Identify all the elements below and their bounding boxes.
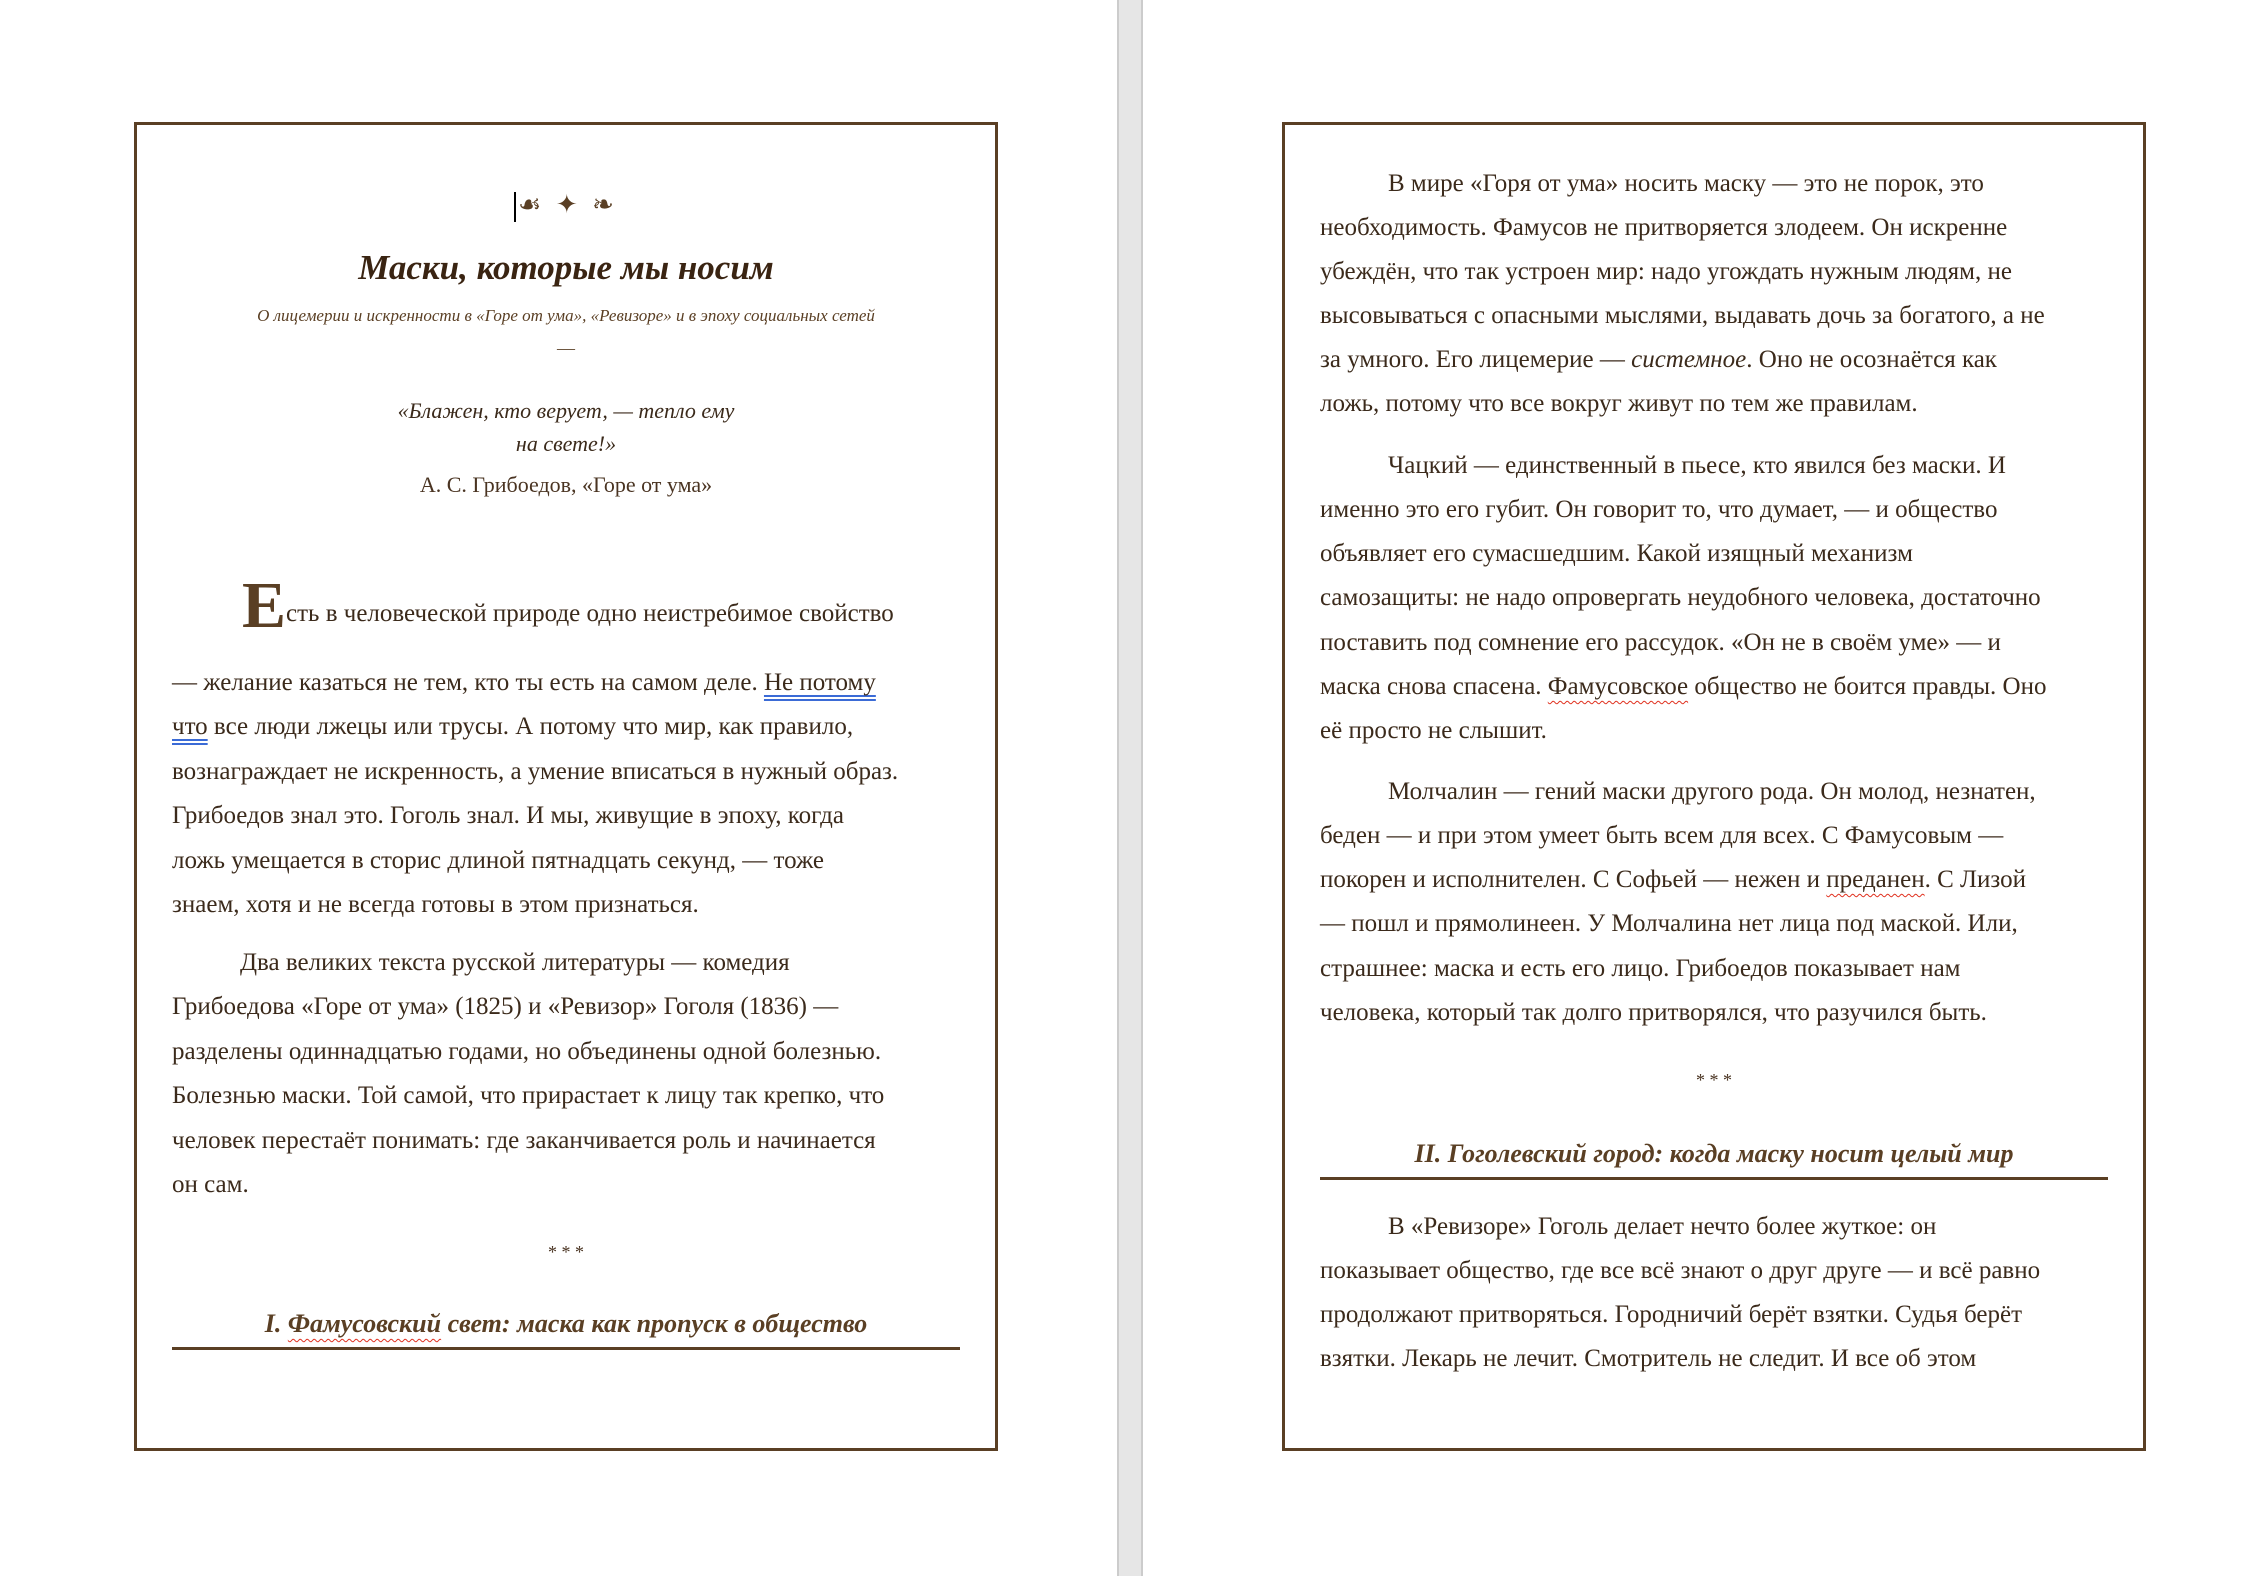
document-subtitle: О лицемерии и искренности в «Горе от ума», «Ревизоре» и в эпоху социальных сетей — [257, 306, 875, 325]
document-title: Маски, которые мы носим — [358, 248, 774, 287]
heading-underline-rule — [172, 1347, 960, 1350]
document-page-1[interactable] — [134, 122, 998, 1451]
paragraph-1-line-4: вознаграждает не искренность, а умение вписаться в нужный образ. — [172, 758, 899, 785]
paragraph-2-line-1: Два великих текста русской литературы — комедия — [240, 949, 790, 976]
section-heading-1 — [137, 1308, 995, 1340]
r-paragraph-2-line-2: именно это его губит. Он говорит то, что думает, — и общество — [1320, 496, 1998, 523]
paragraph-1-line-5: Грибоедов знал это. Гоголь знал. И мы, живущие в эпоху, когда — [172, 802, 844, 829]
heading-text: свет: маска как пропуск в общество — [441, 1309, 868, 1338]
paragraph-2-line-5: человек перестаёт понимать: где заканчивается роль и начинается — [172, 1127, 876, 1154]
r-paragraph-2-line-7: её просто не слышит. — [1320, 717, 1547, 744]
r-paragraph-1-line-2: необходимость. Фамусов не притворяется злодеем. Он искренне — [1320, 214, 2008, 241]
paragraph-2-line-2: Грибоедова «Горе от ума» (1825) и «Ревизор» Гоголя (1836) — — [172, 993, 839, 1020]
r-paragraph-1-line-6: ложь, потому что все вокруг живут по тем же правилам. — [1320, 390, 1918, 417]
r-paragraph-3-line-6: человека, который так долго притворялся, что разучился быть. — [1320, 999, 1987, 1026]
r-paragraph-4-line-2: показывает общество, где все всё знают о друг друге — и всё равно — [1320, 1257, 2041, 1284]
drop-cap: Е — [242, 569, 287, 642]
r-paragraph-1-line-4: высовываться с опасными мыслями, выдавать дочь за богатого, а не — [1320, 302, 2045, 329]
spelling-error-flag[interactable]: преданен — [1826, 866, 1925, 893]
r-paragraph-2-line-3: объявляет его сумасшедшим. Какой изящный механизм — [1320, 540, 1913, 567]
subtitle-dash: — — [557, 338, 575, 358]
title-ornament — [137, 190, 995, 222]
section-heading-2: II. Гоголевский город: когда маску носит целый мир — [1414, 1139, 2014, 1168]
paragraph-text: сть в человеческой природе одно неистребимое свойство — [286, 600, 894, 627]
paragraph-text: все люди лжецы или трусы. А потому что мир, как правило, — [207, 713, 854, 740]
page-gap-scrollbar — [1117, 0, 1143, 1576]
r-paragraph-3-line-2: беден — и при этом умеет быть всем для всех. С Фамусовым — — [1320, 822, 2004, 849]
r-paragraph-2-line-1: Чацкий — единственный в пьесе, кто явился без маски. И — [1388, 452, 2006, 479]
paragraph-text: за умного. Его лицемерие — — [1320, 346, 1632, 373]
emphasis-text: системное — [1631, 346, 1747, 373]
ornament-glyphs-icon: ☙ ✦ ❧ — [518, 190, 618, 219]
paragraph-2-line-6: он сам. — [172, 1171, 249, 1198]
paragraph-text: общество не боится правды. Оно — [1688, 673, 2047, 700]
r-paragraph-2-line-5: поставить под сомнение его рассудок. «Он не в своём уме» — и — [1320, 629, 2001, 656]
paragraph-1-line-3 — [172, 712, 853, 742]
r-paragraph-4-line-1: В «Ревизоре» Гоголь делает нечто более жуткое: он — [1388, 1213, 1937, 1240]
heading-text: I. — [264, 1309, 288, 1338]
r-paragraph-4-line-3: продолжают притворяться. Городничий берёт взятки. Судья берёт — [1320, 1301, 2022, 1328]
text-cursor — [514, 192, 516, 222]
paragraph-text: маска снова спасена. — [1320, 673, 1548, 700]
paragraph-1-line-1 — [242, 569, 894, 642]
r-paragraph-4-line-4: взятки. Лекарь не лечит. Смотритель не следит. И все об этом — [1320, 1345, 1977, 1372]
paragraph-2-line-4: Болезнью маски. Той самой, что прирастает к лицу так крепко, что — [172, 1082, 885, 1109]
r-paragraph-3-line-1: Молчалин — гений маски другого рода. Он молод, незнатен, — [1388, 778, 2036, 805]
paragraph-text: . С Лизой — [1924, 866, 2026, 893]
r-paragraph-1-line-1: В мире «Горя от ума» носить маску — это не порок, это — [1388, 170, 1984, 197]
paragraph-text: — желание казаться не тем, кто ты есть на самом деле. — [172, 669, 764, 696]
paragraph-text: . Оно не осознаётся как — [1746, 346, 1997, 373]
r-paragraph-3-line-5: страшнее: маска и есть его лицо. Грибоедов показывает нам — [1320, 955, 1961, 982]
r-paragraph-2-line-6 — [1320, 672, 2046, 702]
spelling-error-flag[interactable]: Фамусовское — [1547, 673, 1689, 700]
epigraph-attribution: А. С. Грибоедов, «Горе от ума» — [419, 472, 713, 497]
epigraph-line-2: на свете!» — [515, 431, 617, 456]
paragraph-1-line-2 — [172, 668, 876, 698]
spelling-error-flag[interactable]: Фамусовский — [287, 1309, 442, 1338]
document-page-2[interactable] — [1282, 122, 2146, 1451]
r-paragraph-3-line-4: — пошл и прямолинеен. У Молчалина нет лица под маской. Или, — [1320, 910, 2018, 937]
heading-underline-rule — [1320, 1177, 2108, 1180]
r-paragraph-1-line-5 — [1320, 345, 1997, 375]
paragraph-1-line-6: ложь умещается в сторис длиной пятнадцать секунд, — тоже — [172, 847, 824, 874]
grammar-flag[interactable]: что — [172, 713, 208, 740]
r-paragraph-2-line-4: самозащиты: не надо опровергать неудобного человека, достаточно — [1320, 584, 2041, 611]
section-separator: * * * — [1696, 1070, 1732, 1090]
r-paragraph-3-line-3 — [1320, 865, 2026, 895]
paragraph-text: покорен и исполнителен. С Софьей — нежен и — [1320, 866, 1827, 893]
section-separator: * * * — [548, 1242, 584, 1262]
paragraph-1-line-7: знаем, хотя и не всегда готовы в этом признаться. — [172, 891, 699, 918]
grammar-flag[interactable]: Не потому — [763, 669, 876, 696]
paragraph-2-line-3: разделены одиннадцатью годами, но объединены одной болезнью. — [172, 1038, 882, 1065]
r-paragraph-1-line-3: убеждён, что так устроен мир: надо угождать нужным людям, не — [1320, 258, 2012, 285]
epigraph-line-1: «Блажен, кто верует, — тепло ему — [397, 398, 735, 423]
